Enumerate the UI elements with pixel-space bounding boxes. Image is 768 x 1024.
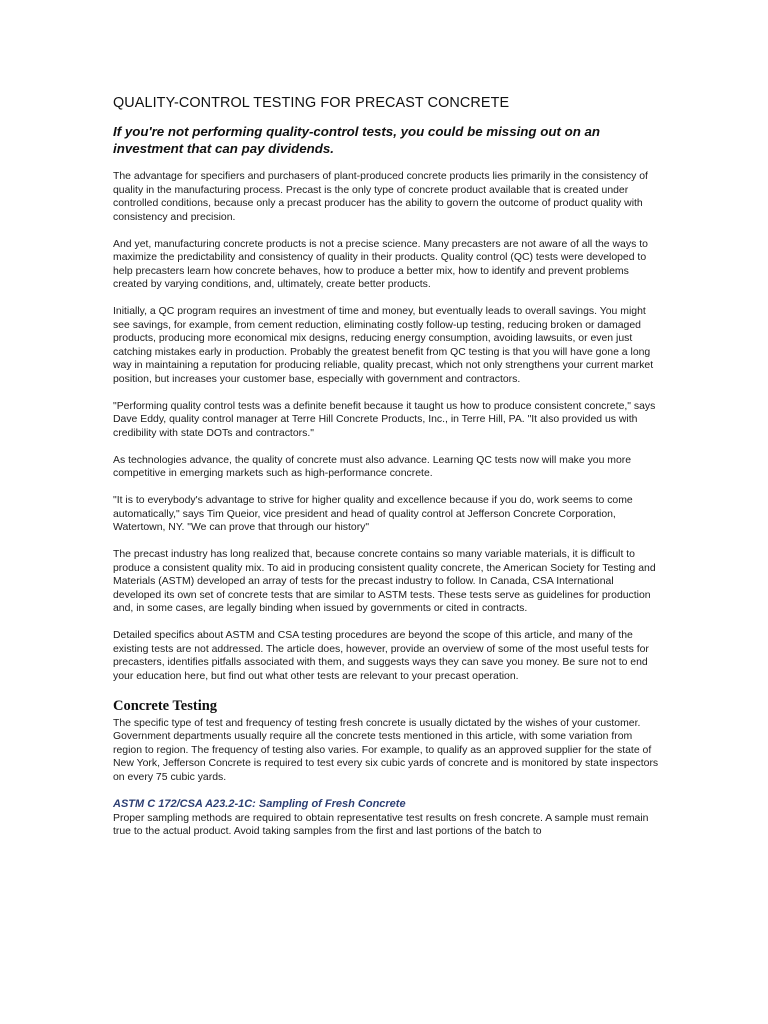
paragraph-sampling: Proper sampling methods are required to obtain representative test results on fresh concrete. A sample must remain true to the actual product. Avoid taking samples from the first and last portions of the batch to [113,812,649,837]
paragraph-intro: The advantage for specifiers and purchasers of plant-produced concrete products lies primarily in the consistency of quality in the manufacturing process. Precast is the only type of concrete product available that is created under controlled conditions, because only a precast producer has the ability to govern the outcome of product quality with consistency and precision. [113,171,648,223]
paragraph-scope: Detailed specifics about ASTM and CSA testing procedures are beyond the scope of this article, and many of the existing tests are not addressed. The article does, however, provide an overview of some of the most useful tests for precasters, identifies pitfalls associated with them, and suggests ways they can save you money. Be sure not to end your education here, but find out what other tests are relevant to your precast operation. [113,630,649,682]
paragraph-quote-eddy: "Performing quality control tests was a definite benefit because it taught us how to produce consistent concrete," says Dave Eddy, quality control manager at Terre Hill Concrete Products, Inc., in Terre Hill, PA. "It also provided us with credibility with state DOTs and contractors." [113,400,656,439]
article-subtitle: If you're not performing quality-control tests, you could be missing out on an investment that can pay dividends. [113,124,601,156]
paragraph-concrete-testing: The specific type of test and frequency of testing fresh concrete is usually dictated by the wishes of your customer. Government departments usually require all the concrete tests mentioned in this article, with some variation from region to region. The frequency of testing also varies. For example, to qualify as an approved supplier for the state of New York, Jefferson Concrete is required to test every six cubic yards of concrete and is monitored by state inspectors on every 75 cubic yards. [113,717,659,783]
paragraph-precise-science: And yet, manufacturing concrete products is not a precise science. Many precasters are not aware of all the ways to maximize the predictability and consistency of quality in their products. Quality control (QC) tests were developed to help precasters learn how concrete behaves, how to produce a better mix, how to identify and prevent problems created by varying conditions, and, ultimately, create better products. [113,238,648,290]
paragraph-astm-csa: The precast industry has long realized that, because concrete contains so many variable materials, it is difficult to produce a consistent quality mix. To aid in producing consistent quality concrete, the American Society for Testing and Materials (ASTM) developed an array of tests for the precast industry to follow. In Canada, CSA International developed its own set of concrete tests that are similar to ASTM tests. These tests serve as guidelines for production and, in some cases, are legally binding when issued by governments or cited in contracts. [113,549,656,614]
page-title: QUALITY-CONTROL TESTING FOR PRECAST CONCRETE [113,95,510,111]
paragraph-quote-queior: "It is to everybody's advantage to strive for higher quality and excellence because if you do, work seems to come automatically," says Tim Queior, vice president and head of quality control at Jefferson Concrete Corporation, Watertown, NY. "We can prove that through our history" [113,495,633,533]
subsection-heading-sampling: ASTM C 172/CSA A23.2-1C: Sampling of Fresh Concrete [113,798,406,810]
paragraph-technologies: As technologies advance, the quality of concrete must also advance. Learning QC tests now will make you more competitive in emerging markets such as high-performance concrete. [113,454,632,479]
article-body [113,94,661,839]
section-heading-concrete-testing: Concrete Testing [113,697,218,714]
paragraph-qc-program: Initially, a QC program requires an investment of time and money, but eventually leads to overall savings. You might see savings, for example, from cement reduction, eliminating costly follow-up testing, reducing broken or damaged products, producing more economical mix designs, reducing energy consumption, avoiding lawsuits, or even just catching mistakes early in production. Probably the greatest benefit from QC testing is that you will have gone a long way in maintaining a reputation for producing reliable, quality precast, which not only strengthens your current market position, but increases your customer base, especially with government and contractors. [113,306,654,385]
